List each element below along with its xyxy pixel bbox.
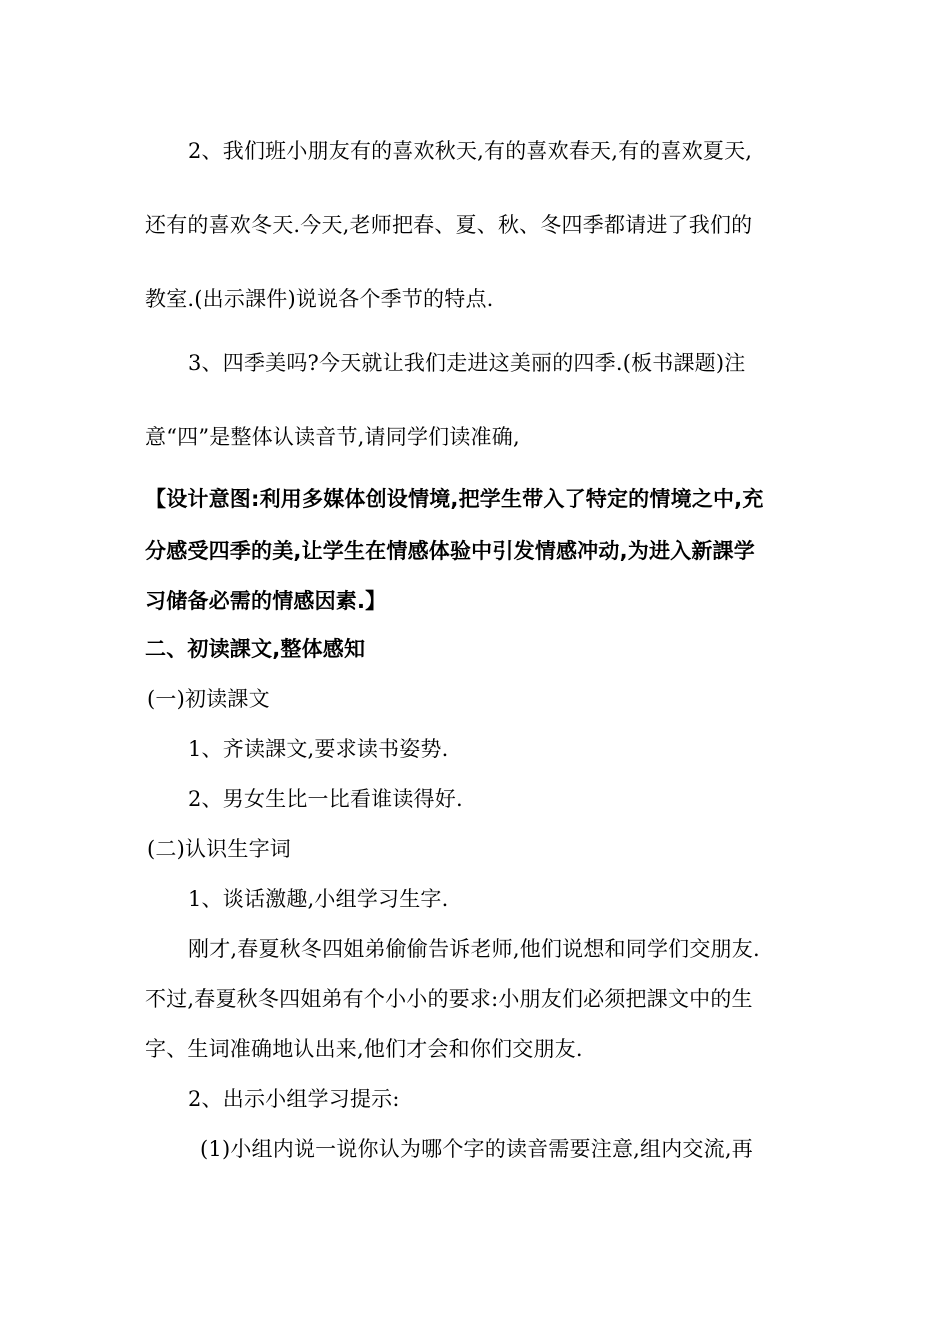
paragraph-line: 3、四季美吗?今天就让我们走进这美丽的四季.(板书課题)注: [188, 351, 746, 375]
paragraph-line: 字、生词准确地认出来,他们才会和你们交朋友.: [145, 1037, 583, 1061]
subsection-heading: (二)认识生字词: [147, 837, 291, 861]
design-intent-line: 【设计意图:利用多媒体创设情境,把学生带入了特定的情境之中,充: [145, 487, 764, 511]
list-item: 2、男女生比一比看谁读得好.: [188, 787, 463, 811]
list-item: (1)小组内说一说你认为哪个字的读音需要注意,组内交流,再: [200, 1137, 753, 1161]
list-item: 1、谈话激趣,小组学习生字.: [188, 887, 449, 911]
section-heading: 二、初读課文,整体感知: [145, 637, 366, 661]
list-item: 2、出示小组学习提示:: [188, 1087, 400, 1111]
list-item: 1、齐读課文,要求读书姿势.: [188, 737, 449, 761]
paragraph-line: 还有的喜欢冬天.今天,老师把春、夏、秋、冬四季都请进了我们的: [145, 213, 753, 237]
design-intent-line: 习储备必需的情感因素.】: [145, 589, 387, 613]
paragraph-line: 刚才,春夏秋冬四姐弟偷偷告诉老师,他们说想和同学们交朋友.: [188, 937, 760, 961]
design-intent-line: 分感受四季的美,让学生在情感体验中引发情感冲动,为进入新課学: [145, 539, 755, 563]
paragraph-line: 2、我们班小朋友有的喜欢秋天,有的喜欢春天,有的喜欢夏天,: [188, 139, 753, 163]
subsection-heading: (一)初读課文: [147, 687, 270, 711]
paragraph-line: 意“四”是整体认读音节,请同学们读准确,: [145, 425, 520, 449]
paragraph-line: 教室.(出示課件)说说各个季节的特点.: [145, 287, 494, 311]
paragraph-line: 不过,春夏秋冬四姐弟有个小小的要求:小朋友们必须把課文中的生: [145, 987, 753, 1011]
